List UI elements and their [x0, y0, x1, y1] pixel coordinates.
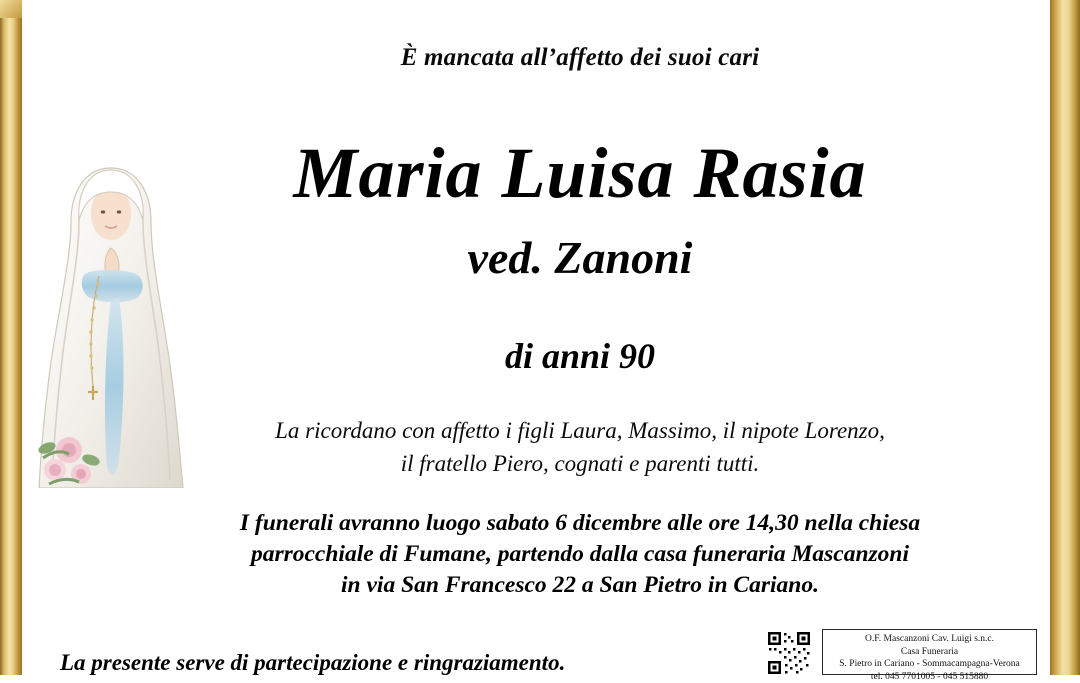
- agency-line-2: Casa Funeraria: [900, 646, 959, 657]
- remembrance-line-2: il fratello Piero, cognati e parenti tutti.: [400, 450, 760, 476]
- qr-code-icon: [766, 630, 812, 676]
- gold-border-left: [0, 0, 22, 675]
- agency-line-4: tel. 045 7701005 - 045 515880: [870, 671, 989, 682]
- agency-line-3: S. Pietro in Cariano - Sommacampagna-Verona: [839, 659, 1020, 670]
- madonna-illustration-icon: [33, 148, 188, 518]
- funeral-details-block: [190, 508, 970, 601]
- deceased-name: Maria Luisa Rasia: [293, 133, 867, 213]
- intro-line: È mancata all’affetto dei suoi cari: [400, 44, 760, 71]
- funeral-line-3: in via San Francesco 22 a San Pietro in Cariano.: [341, 572, 819, 599]
- age-line: di anni 90: [504, 336, 656, 376]
- gold-border-right: [1050, 0, 1080, 675]
- funeral-agency-box: [822, 629, 1037, 682]
- funeral-line-1: I funerali avranno luogo sabato 6 dicembre alle ore 14,30 nella chiesa: [239, 510, 921, 536]
- notice-text-block: [60, 0, 1040, 675]
- closing-line: La presente serve di partecipazione e ringraziamento.: [60, 650, 566, 675]
- funeral-line-2: parrocchiale di Fumane, partendo dalla casa funeraria Mascanzoni: [250, 541, 910, 568]
- agency-line-1: O.F. Mascanzoni Cav. Luigi s.n.c.: [865, 634, 994, 644]
- remembrance-block: [190, 415, 970, 480]
- gold-border-right-gap: [1042, 0, 1050, 675]
- remembrance-line-1: La ricordano con affetto i figli Laura, Massimo, il nipote Lorenzo,: [275, 418, 885, 443]
- gold-corner-top-left: [0, 0, 22, 18]
- deceased-name-suffix: ved. Zanoni: [467, 232, 693, 283]
